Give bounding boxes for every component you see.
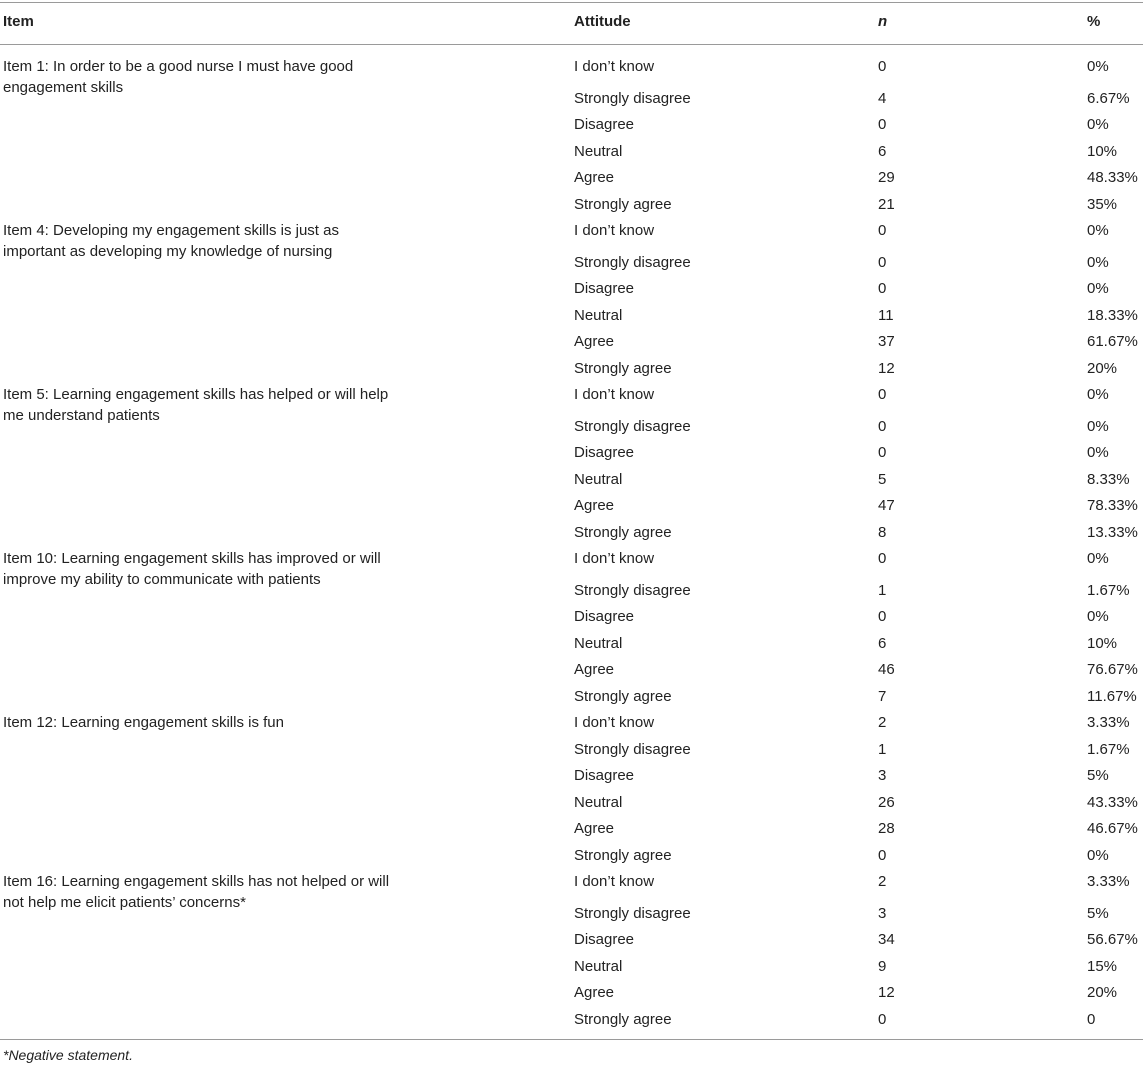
percent-cell: 46.67%: [1087, 820, 1138, 837]
table-top-rule: [0, 2, 1143, 3]
attitude-cell: Disagree: [574, 767, 635, 784]
n-cell: 0: [878, 222, 887, 239]
percent-cell: 56.67%: [1087, 931, 1138, 948]
n-cell: 2: [878, 873, 887, 890]
n-cell: 0: [878, 1011, 887, 1028]
n-cell: 12: [878, 360, 895, 377]
n-cell: 0: [878, 254, 887, 271]
percent-cell: 76.67%: [1087, 661, 1138, 678]
percent-cell: 15%: [1087, 958, 1118, 975]
attitude-cell: Strongly disagree: [574, 90, 691, 107]
item-statement: Item 10: Learning engagement skills has improved or will improve my ability to communicate with patients: [3, 550, 381, 588]
attitude-cell: Strongly agree: [574, 688, 672, 705]
header-percent: %: [1087, 13, 1101, 30]
n-cell: 6: [878, 143, 887, 160]
percent-cell: 18.33%: [1087, 307, 1138, 324]
attitude-cell: Neutral: [574, 143, 623, 160]
attitude-cell: Neutral: [574, 958, 623, 975]
attitude-cell: Neutral: [574, 794, 623, 811]
percent-cell: 0%: [1087, 222, 1109, 239]
percent-cell: 6.67%: [1087, 90, 1130, 107]
n-cell: 0: [878, 116, 887, 133]
n-cell: 47: [878, 497, 895, 514]
n-cell: 8: [878, 524, 887, 541]
percent-cell: 0%: [1087, 280, 1109, 297]
n-cell: 0: [878, 418, 887, 435]
footnote: *Negative statement.: [3, 1047, 133, 1063]
attitude-cell: Strongly agree: [574, 1011, 672, 1028]
n-cell: 3: [878, 905, 887, 922]
attitude-cell: Disagree: [574, 116, 635, 133]
attitude-cell: Strongly disagree: [574, 905, 691, 922]
percent-cell: 0%: [1087, 254, 1109, 271]
attitude-cell: Neutral: [574, 471, 623, 488]
n-cell: 4: [878, 90, 887, 107]
attitude-cell: Strongly agree: [574, 196, 672, 213]
attitude-cell: I don’t know: [574, 58, 655, 75]
attitude-cell: Disagree: [574, 931, 635, 948]
n-cell: 9: [878, 958, 887, 975]
n-cell: 0: [878, 280, 887, 297]
table-bottom-rule: [0, 1039, 1143, 1040]
n-cell: 1: [878, 582, 887, 599]
attitude-cell: Strongly agree: [574, 360, 672, 377]
percent-cell: 48.33%: [1087, 169, 1138, 186]
attitude-cell: Strongly agree: [574, 524, 672, 541]
attitude-cell: I don’t know: [574, 873, 655, 890]
percent-cell: 0%: [1087, 608, 1109, 625]
attitude-cell: Agree: [574, 169, 615, 186]
n-cell: 3: [878, 767, 887, 784]
attitude-cell: I don’t know: [574, 386, 655, 403]
item-statement: Item 5: Learning engagement skills has helped or will help me understand patients: [3, 386, 389, 424]
percent-cell: 20%: [1087, 984, 1118, 1001]
percent-cell: 10%: [1087, 143, 1118, 160]
attitude-cell: Strongly disagree: [574, 254, 691, 271]
attitude-cell: Neutral: [574, 635, 623, 652]
header-attitude: Attitude: [574, 13, 631, 30]
attitude-cell: Agree: [574, 497, 615, 514]
attitude-cell: I don’t know: [574, 714, 655, 731]
percent-cell: 61.67%: [1087, 333, 1138, 350]
percent-cell: 0: [1087, 1011, 1096, 1028]
percent-cell: 78.33%: [1087, 497, 1138, 514]
n-cell: 5: [878, 471, 887, 488]
attitude-cell: Disagree: [574, 444, 635, 461]
n-cell: 12: [878, 984, 895, 1001]
n-cell: 7: [878, 688, 887, 705]
n-cell: 37: [878, 333, 895, 350]
percent-cell: 5%: [1087, 905, 1109, 922]
item-statement: Item 4: Developing my engagement skills is just as important as developing my knowledge of nursing: [3, 222, 339, 260]
n-cell: 1: [878, 741, 887, 758]
percent-cell: 0%: [1087, 418, 1109, 435]
attitude-cell: I don’t know: [574, 550, 655, 567]
item-statement: Item 1: In order to be a good nurse I must have good engagement skills: [3, 58, 354, 96]
percent-cell: 20%: [1087, 360, 1118, 377]
n-cell: 28: [878, 820, 895, 837]
attitude-cell: Strongly disagree: [574, 418, 691, 435]
n-cell: 0: [878, 608, 887, 625]
attitude-cell: Disagree: [574, 608, 635, 625]
n-cell: 21: [878, 196, 895, 213]
n-cell: 11: [878, 307, 894, 324]
percent-cell: 0%: [1087, 58, 1109, 75]
percent-cell: 1.67%: [1087, 582, 1130, 599]
n-cell: 46: [878, 661, 895, 678]
n-cell: 26: [878, 794, 895, 811]
n-cell: 6: [878, 635, 887, 652]
attitude-cell: Agree: [574, 820, 615, 837]
attitude-cell: Neutral: [574, 307, 623, 324]
n-cell: 0: [878, 444, 887, 461]
percent-cell: 35%: [1087, 196, 1118, 213]
n-cell: 0: [878, 847, 887, 864]
percent-cell: 3.33%: [1087, 714, 1130, 731]
attitude-cell: Strongly disagree: [574, 582, 691, 599]
n-cell: 0: [878, 550, 887, 567]
n-cell: 0: [878, 58, 887, 75]
percent-cell: 5%: [1087, 767, 1109, 784]
percent-cell: 1.67%: [1087, 741, 1130, 758]
attitude-cell: I don’t know: [574, 222, 655, 239]
attitude-cell: Agree: [574, 984, 615, 1001]
n-cell: 34: [878, 931, 895, 948]
attitude-cell: Strongly agree: [574, 847, 672, 864]
percent-cell: 0%: [1087, 847, 1109, 864]
item-statement: Item 16: Learning engagement skills has not helped or will not help me elicit patients’ concerns*: [3, 873, 390, 911]
header-item: Item: [3, 13, 34, 30]
percent-cell: 10%: [1087, 635, 1118, 652]
percent-cell: 8.33%: [1087, 471, 1130, 488]
percent-cell: 0%: [1087, 550, 1109, 567]
attitude-cell: Disagree: [574, 280, 635, 297]
percent-cell: 0%: [1087, 386, 1109, 403]
n-cell: 29: [878, 169, 895, 186]
percent-cell: 0%: [1087, 116, 1109, 133]
n-cell: 2: [878, 714, 887, 731]
attitude-cell: Strongly disagree: [574, 741, 691, 758]
percent-cell: 0%: [1087, 444, 1109, 461]
percent-cell: 13.33%: [1087, 524, 1138, 541]
item-statement: Item 12: Learning engagement skills is fun: [3, 714, 284, 731]
percent-cell: 43.33%: [1087, 794, 1138, 811]
header-n: n: [878, 13, 888, 30]
header-rule: [0, 44, 1143, 45]
n-cell: 0: [878, 386, 887, 403]
attitude-cell: Agree: [574, 661, 615, 678]
percent-cell: 3.33%: [1087, 873, 1130, 890]
percent-cell: 11.67%: [1087, 688, 1137, 705]
attitude-cell: Agree: [574, 333, 615, 350]
